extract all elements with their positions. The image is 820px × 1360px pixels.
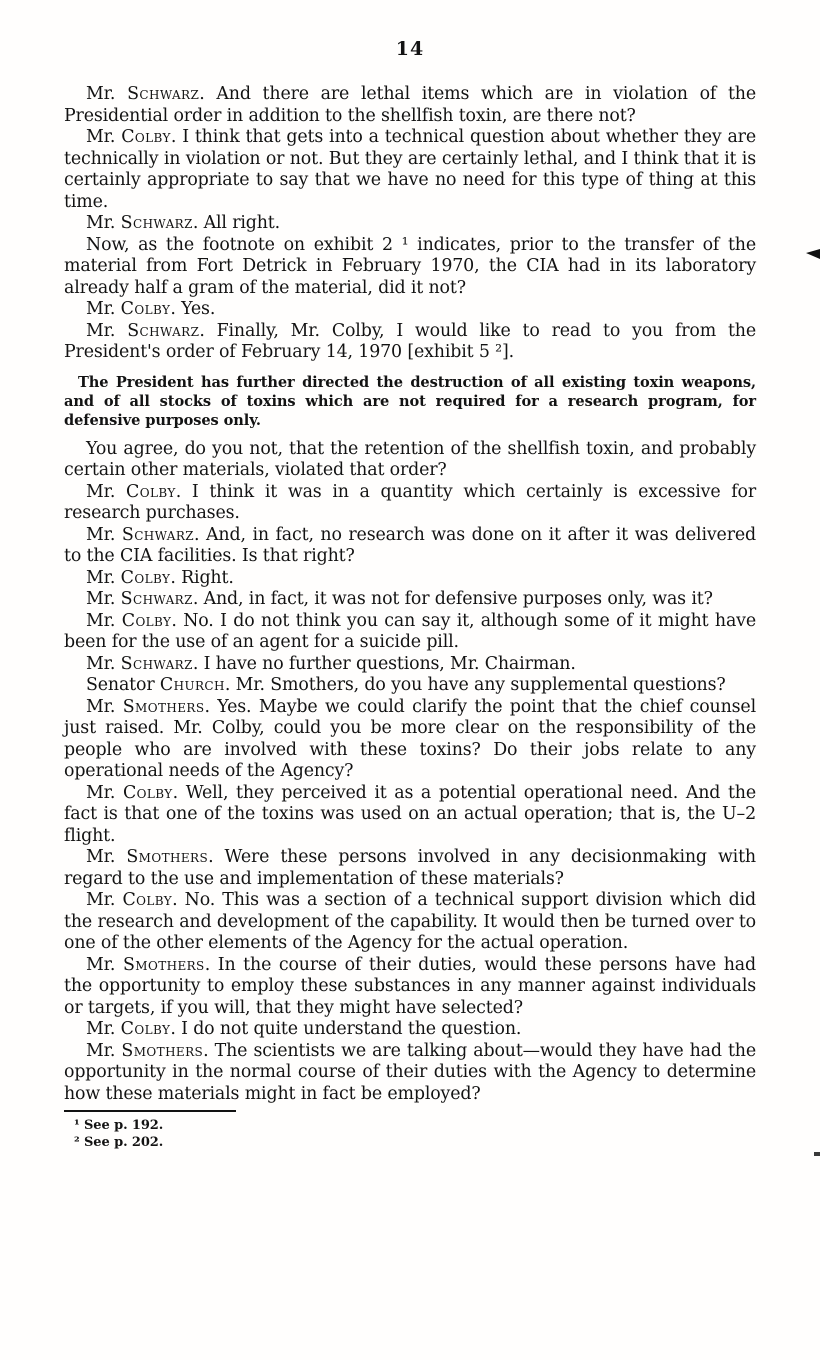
transcript-paragraph: Mr. Schwarz. And, in fact, no research was done on it after it was delivered to the CIA facilities. Is that right?: [64, 524, 756, 566]
transcript-paragraph: Mr. Schwarz. And, in fact, it was not for defensive purposes only, was it?: [86, 589, 713, 609]
footnote-list: [64, 1117, 756, 1151]
speaker-name: Mr. Smothers.: [86, 847, 214, 867]
transcript-paragraph: Mr. Colby. No. This was a section of a technical support division which did the research and development of the capability. It would then be turned over to one of the other elements of the Agency for the actual operation.: [64, 890, 756, 953]
speaker-name: Mr. Smothers.: [86, 1040, 209, 1061]
transcript-paragraph: Mr. Schwarz. And there are lethal items which are in violation of the Presidential order in addition to the shellfish toxin, are there not?: [64, 84, 756, 126]
transcript-paragraph: Mr. Smothers. Yes. Maybe we could clarify the point that the chief counsel just raised. Mr. Colby, could you be more clear on the responsibility of the people who are involved with these toxins? Do their jobs relate to any operational needs of the Agency?: [64, 696, 756, 781]
transcript-paragraph: Mr. Schwarz. All right.: [86, 213, 281, 233]
block-quote: The President has further directed the destruction of all existing toxin weapons, and of all stocks of toxins which are not required for a research program, for defensive purposes only.: [64, 373, 756, 429]
transcript-paragraph: Senator Church. Mr. Smothers, do you have any supplemental questions?: [86, 675, 726, 695]
transcript-paragraph: Mr. Colby. Right.: [86, 567, 234, 588]
transcript-paragraph: Mr. Smothers. The scientists we are talking about—would they have had the opportunity in the normal course of their duties with the Agency to determine how these materials might in fact be employed?: [64, 1040, 756, 1104]
speaker-name: Mr. Schwarz.: [86, 84, 205, 104]
scan-artifact-dash: [814, 1152, 820, 1156]
speaker-name: Mr. Colby.: [86, 1019, 176, 1039]
transcript-paragraph: Mr. Colby. I think it was in a quantity which certainly is excessive for research purchases.: [64, 481, 756, 523]
speaker-name: Mr. Colby.: [86, 299, 176, 319]
transcript-paragraph: Mr. Smothers. In the course of their duties, would these persons have had the opportunity to employ these substances in any manner against individuals or targets, if you will, that they might have selected?: [64, 954, 756, 1018]
page-number: 14: [395, 38, 425, 60]
speaker-name: Mr. Colby.: [86, 610, 177, 631]
transcript-body: [64, 84, 756, 1105]
transcript-paragraph: Now, as the footnote on exhibit 2 ¹ indicates, prior to the transfer of the material from Fort Detrick in February 1970, the CIA had in its laboratory already half a gram of the material, did it not?: [64, 234, 756, 298]
speaker-name: Mr. Schwarz.: [86, 213, 199, 233]
footnote-rule: [64, 1110, 236, 1112]
speaker-name: Mr. Colby.: [86, 782, 179, 803]
footnote: ² See p. 202.: [74, 1135, 164, 1150]
speaker-name: Mr. Schwarz.: [86, 589, 199, 609]
speaker-name: Mr. Colby.: [86, 567, 176, 588]
transcript-paragraph: Mr. Smothers. Were these persons involved in any decisionmaking with regard to the use and implementation of these materials?: [64, 847, 756, 889]
transcript-paragraph: Mr. Colby. Well, they perceived it as a potential operational need. And the fact is that one of the toxins was used on an actual operation; that is, the U–2 flight.: [64, 782, 756, 846]
footnote-block: [64, 1110, 756, 1151]
transcript-paragraph: Mr. Schwarz. Finally, Mr. Colby, I would like to read to you from the President's order of February 14, 1970 [exhibit 5 ²].: [64, 320, 756, 362]
speaker-name: Mr. Smothers.: [86, 696, 210, 717]
speaker-name: Mr. Colby.: [86, 890, 178, 910]
speaker-name: Senator Church.: [86, 675, 231, 695]
footnote: ¹ See p. 192.: [74, 1118, 164, 1133]
speaker-name: Mr. Colby.: [86, 127, 177, 147]
speaker-name: Mr. Smothers.: [86, 954, 211, 975]
transcript-paragraph: Mr. Colby. I do not quite understand the question.: [86, 1019, 522, 1039]
speaker-name: Mr. Schwarz.: [86, 524, 200, 545]
speaker-name: Mr. Colby.: [86, 481, 182, 502]
transcript-paragraph: Mr. Colby. I think that gets into a technical question about whether they are technically in violation or not. But they are certainly lethal, and I think that it is certainly appropriate to say that we have no need for this type of thing at this time.: [64, 127, 756, 212]
scan-artifact-arrow-icon: [806, 249, 820, 259]
speaker-name: Mr. Schwarz.: [86, 320, 205, 341]
transcript-paragraph: Mr. Schwarz. I have no further questions, Mr. Chairman.: [86, 653, 576, 674]
transcript-paragraph: Mr. Colby. Yes.: [86, 299, 216, 319]
speaker-name: Mr. Schwarz.: [86, 653, 199, 674]
transcript-paragraph: You agree, do you not, that the retention of the shellfish toxin, and probably certain other materials, violated that order?: [64, 438, 756, 480]
transcript-paragraph: Mr. Colby. No. I do not think you can say it, although some of it might have been for the use of an agent for a suicide pill.: [64, 610, 756, 652]
